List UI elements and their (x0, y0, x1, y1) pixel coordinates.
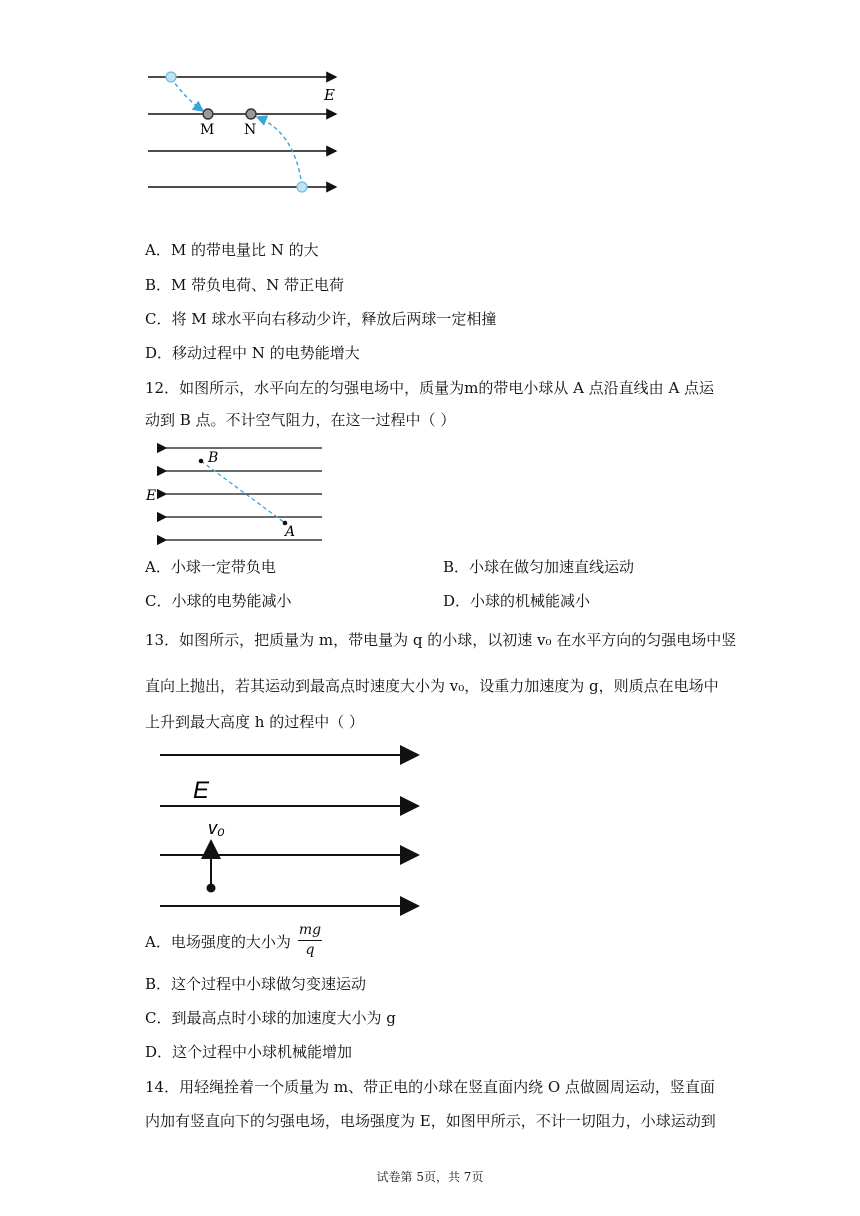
q12-option-a: A．小球一定带负电 (145, 558, 276, 576)
q11-option-a: A．M 的带电量比 N 的大 (145, 241, 319, 259)
q12-option-d: D．小球的机械能减小 (443, 592, 591, 610)
q12-figure (140, 440, 340, 552)
page-footer: 试卷第 5页，共 7页 (376, 1170, 484, 1184)
m-path (171, 78, 203, 111)
label-A: A (285, 524, 296, 540)
q11-option-d: D．移动过程中 N 的电势能增大 (145, 344, 360, 362)
q13-stem-line1: 13．如图所示，把质量为 m，带电量为 q 的小球，以初速 v₀ 在水平方向的匀强电场中竖 (145, 631, 737, 649)
q14-stem-line2: 内加有竖直向下的匀强电场，电场强度为 E，如图甲所示，不计一切阻力，小球运动到 (145, 1112, 716, 1130)
q12-stem-line1: 12．如图所示，水平向左的匀强电场中，质量为m的带电小球从 A 点沿直线由 A 点运 (145, 379, 715, 397)
q13-option-d: D．这个过程中小球机械能增加 (145, 1043, 353, 1061)
q13-figure (150, 740, 435, 920)
fraction-numerator: mg (298, 922, 322, 938)
q12-option-b: B．小球在做匀加速直线运动 (443, 558, 635, 576)
n-ball (246, 109, 256, 119)
q11-option-c: C．将 M 球水平向右移动少许，释放后两球一定相撞 (145, 310, 497, 328)
q12-stem-line2: 动到 B 点。不计空气阻力，在这一过程中（ ） (145, 411, 456, 429)
q12-option-c: C．小球的电势能减小 (145, 592, 292, 610)
label-v0: v₀ (208, 818, 225, 838)
label-E: E (324, 86, 335, 104)
fraction-denominator: q (305, 942, 315, 958)
label-N: N (244, 122, 257, 138)
q11-figure (140, 60, 360, 205)
q13-option-a-text: A．电场强度的大小为 (145, 933, 291, 951)
q13-stem-line2: 直向上抛出，若其运动到最高点时速度大小为 v₀，设重力加速度为 g，则质点在电场中 (145, 677, 719, 695)
q11-option-b: B．M 带负电荷、N 带正电荷 (145, 276, 345, 294)
q13-stem-line3: 上升到最大高度 h 的过程中（ ） (145, 713, 364, 731)
m-start-ball (166, 72, 176, 82)
m-ball (203, 109, 213, 119)
fraction-bar (298, 940, 322, 941)
q14-stem-line1: 14．用轻绳拴着一个质量为 m、带正电的小球在竖直面内绕 O 点做圆周运动，竖直面 (145, 1078, 715, 1096)
q13-option-b: B．这个过程中小球做匀变速运动 (145, 975, 367, 993)
label-M: M (200, 122, 215, 138)
n-start-ball (297, 182, 307, 192)
ball (207, 884, 216, 893)
q13-option-c: C．到最高点时小球的加速度大小为 g (145, 1009, 396, 1027)
ab-path (201, 461, 285, 523)
label-E: E (193, 777, 210, 804)
label-B: B (208, 450, 219, 466)
label-E: E (146, 488, 157, 504)
point-b (199, 459, 204, 464)
